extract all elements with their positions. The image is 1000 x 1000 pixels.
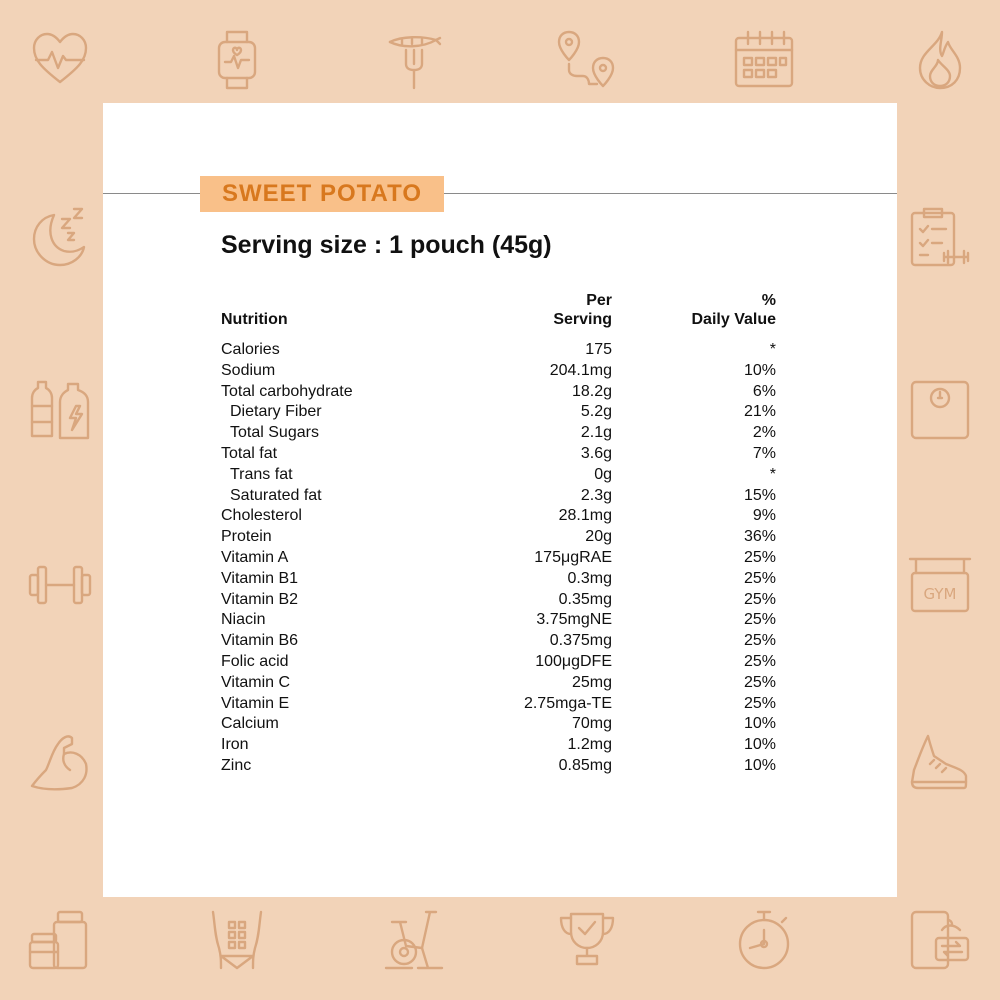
table-row [221,735,781,756]
nutrient-amount: 18.2g [571,382,612,400]
nutrient-daily-value: 10% [743,736,776,754]
nutrient-amount: 0.35mg [558,590,612,608]
nutrient-daily-value: 9% [752,507,776,525]
nutrient-daily-value: 21% [743,403,776,421]
exercise-bike-icon [382,908,446,972]
table-row [221,486,781,507]
weight-scale-icon [908,378,972,442]
table-row [221,444,781,465]
nutrient-amount: 20g [585,528,612,546]
nutrient-name: Vitamin E [221,694,290,712]
trophy-icon [555,908,619,972]
header-daily-value-line1: % [761,292,776,309]
nutrient-name: Vitamin A [221,548,289,566]
heart-rate-icon [28,28,92,92]
nutrient-amount: 3.6g [580,444,612,462]
serving-size: Serving size : 1 pouch (45g) [221,231,552,259]
table-row [221,673,781,694]
nutrient-amount: 70mg [571,715,612,733]
nutrient-daily-value: 25% [743,652,776,670]
header-per-serving [471,291,612,329]
table-row [221,465,781,486]
nutrient-amount: 175 [585,341,612,358]
header-nutrition: Nutrition [221,311,288,328]
nutrient-daily-value: 25% [743,673,776,691]
table-row [221,423,781,444]
dumbbell-icon [28,553,92,617]
nutrient-daily-value: 10% [743,756,776,774]
sleep-moon-icon [28,205,92,269]
table-row [221,506,781,527]
table-row [221,382,781,403]
nutrient-daily-value: 10% [743,361,776,379]
nutrient-name: Vitamin B2 [221,590,299,608]
nutrient-name: Total carbohydrate [221,382,353,400]
table-row [221,652,781,673]
nutrient-name: Sodium [221,361,276,379]
table-row [221,340,781,361]
nutrient-daily-value: * [769,465,776,483]
route-pins-icon [555,28,619,92]
nutrient-daily-value: 2% [752,424,776,442]
header-daily-value [651,291,776,329]
nutrient-amount: 0.85mg [558,756,612,774]
nutrient-amount: 2.1g [580,424,612,442]
nutrient-name: Vitamin C [221,673,291,691]
flexed-arm-icon [28,730,92,794]
phone-transfer-icon [908,908,972,972]
nutrient-name: Saturated fat [230,486,322,504]
abs-torso-icon [205,908,269,972]
running-shoe-icon [908,730,972,794]
header-per-serving-line1: Per [586,292,612,309]
nutrient-daily-value: 25% [743,590,776,608]
svg-text:GYM: GYM [923,585,957,603]
table-header [221,285,781,335]
nutrient-name: Total Sugars [230,424,319,442]
nutrient-name: Folic acid [221,652,289,670]
table-row [221,590,781,611]
nutrient-name: Dietary Fiber [230,403,322,421]
nutrient-name: Protein [221,528,272,546]
nutrient-amount: 2.75mga-TE [523,694,612,712]
workout-plan-icon [908,205,972,269]
table-row [221,569,781,590]
nutrient-daily-value: 10% [743,715,776,733]
nutrient-daily-value: 25% [743,548,776,566]
product-name-badge: SWEET POTATO [200,176,444,212]
header-per-serving-line2: Serving [553,311,612,328]
table-row [221,694,781,715]
nutrient-amount: 0g [594,465,612,483]
header-daily-value-line2: Daily Value [691,311,776,328]
table-body [221,340,781,777]
nutrient-amount: 28.1mg [558,507,612,525]
nutrient-daily-value: 25% [743,632,776,650]
carrot-fork-icon [382,28,446,92]
nutrient-name: Vitamin B1 [221,569,299,587]
gym-sign-icon [908,553,972,617]
nutrient-name: Trans fat [230,465,293,483]
nutrition-table [221,285,781,777]
nutrient-daily-value: * [769,341,776,358]
table-row [221,631,781,652]
nutrient-name: Iron [221,736,249,754]
table-row [221,548,781,569]
nutrient-amount: 100μgDFE [535,652,612,670]
supplement-jars-icon [28,908,92,972]
nutrient-amount: 2.3g [580,486,612,504]
nutrient-daily-value: 15% [743,486,776,504]
nutrient-amount: 0.3mg [567,569,612,587]
nutrient-amount: 1.2mg [567,736,612,754]
table-row [221,527,781,548]
table-row [221,402,781,423]
nutrient-daily-value: 25% [743,569,776,587]
table-row [221,610,781,631]
nutrition-card [103,103,897,897]
table-row [221,756,781,777]
nutrient-name: Calories [221,341,280,358]
table-row [221,361,781,382]
nutrient-name: Niacin [221,611,266,629]
nutrient-daily-value: 25% [743,694,776,712]
nutrient-amount: 204.1mg [549,361,612,379]
nutrient-amount: 0.375mg [549,632,612,650]
nutrient-daily-value: 7% [752,444,776,462]
nutrient-name: Total fat [221,444,278,462]
nutrient-daily-value: 36% [743,528,776,546]
nutrient-amount: 175μgRAE [534,548,612,566]
flame-icon [908,28,972,92]
nutrient-name: Calcium [221,715,279,733]
nutrient-name: Cholesterol [221,507,302,525]
nutrient-name: Zinc [221,756,252,774]
nutrient-amount: 25mg [571,673,612,691]
water-bottles-icon [28,378,92,442]
nutrient-name: Vitamin B6 [221,632,299,650]
nutrient-amount: 5.2g [580,403,612,421]
nutrient-amount: 3.75mgNE [536,611,612,629]
smartwatch-icon [205,28,269,92]
stopwatch-icon [732,908,796,972]
table-row [221,714,781,735]
nutrient-daily-value: 25% [743,611,776,629]
nutrient-daily-value: 6% [752,382,776,400]
calendar-icon [732,28,796,92]
